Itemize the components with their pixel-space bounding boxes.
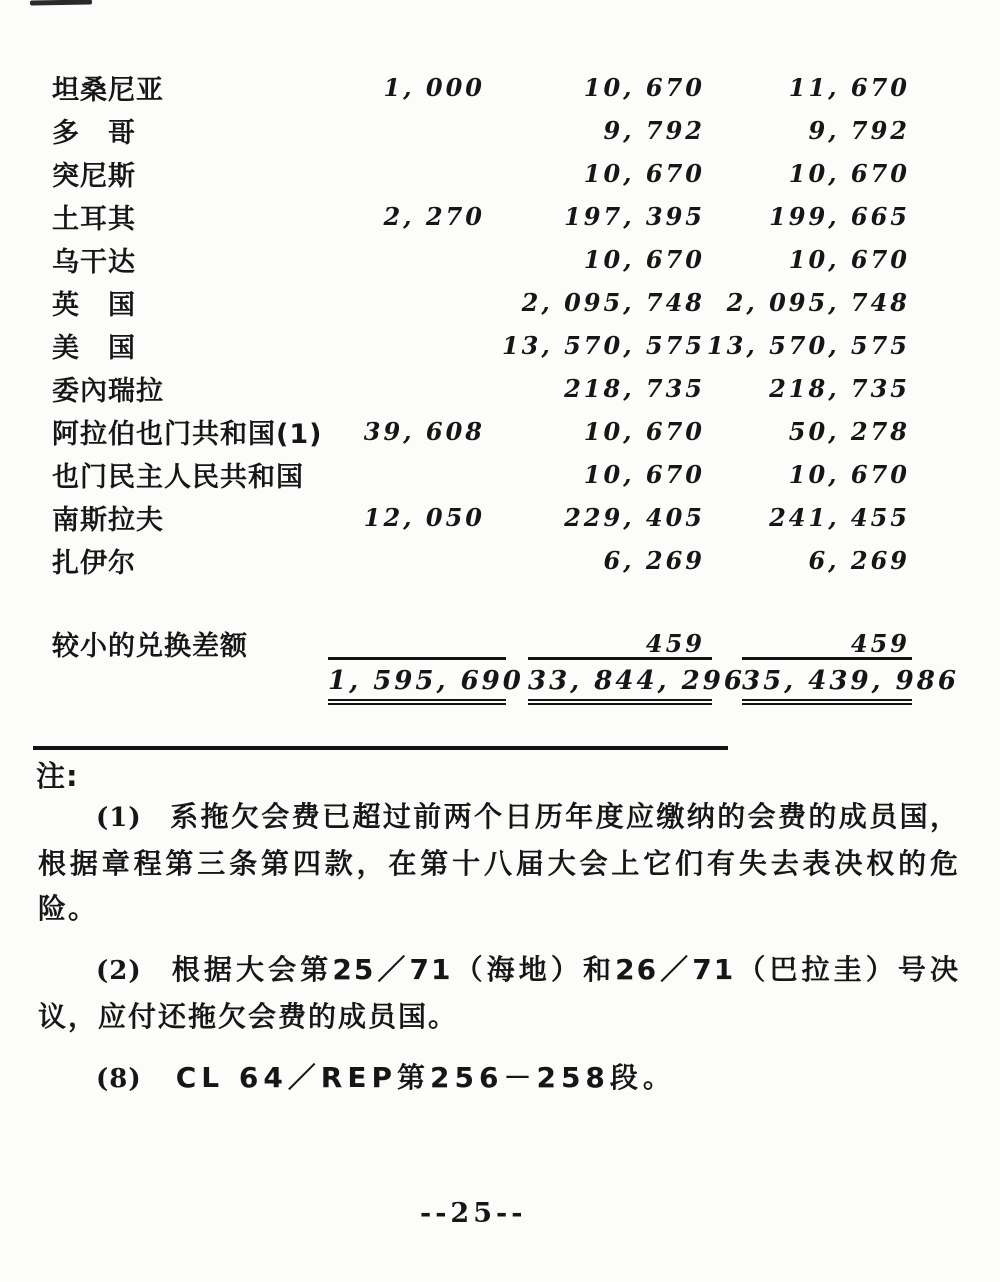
total-amount: 199, 665 [769, 202, 910, 231]
current-amount: 10, 670 [583, 417, 705, 446]
footnote-3-marker: (8) [96, 1064, 142, 1094]
table-row [0, 539, 1000, 582]
table-row [0, 496, 1000, 539]
current-amount: 10, 670 [583, 159, 705, 188]
grand-total-current [528, 657, 745, 705]
footnote-3 [38, 1055, 960, 1102]
notes-heading: 注: [36, 759, 79, 793]
total-amount: 6, 269 [808, 546, 910, 575]
total-amount: 13, 570, 575 [706, 331, 910, 360]
country-name: 乌干达 [52, 247, 136, 278]
total-amount: 2, 095, 748 [726, 288, 910, 317]
total-amount: 50, 278 [788, 417, 910, 446]
adjustment-label: 较小的兑换差额 [52, 631, 248, 662]
table-row [0, 453, 1000, 496]
total-amount: 241, 455 [769, 503, 910, 532]
total-amount: 10, 670 [788, 245, 910, 274]
current-amount: 9, 792 [603, 116, 705, 145]
adjustment-total-amount: 459 [850, 629, 910, 658]
arrears-amount: 39, 608 [363, 417, 485, 446]
table-row [0, 410, 1000, 453]
grand-total-arrears [328, 657, 524, 705]
country-name: 也门民主人民共和国 [52, 462, 304, 493]
notes-divider-rule [33, 746, 728, 750]
country-name: 坦桑尼亚 [52, 75, 164, 106]
total-amount: 9, 792 [808, 116, 910, 145]
table-row [0, 324, 1000, 367]
table-row [0, 195, 1000, 238]
page-number: --25-- [420, 1198, 527, 1229]
current-amount: 229, 405 [564, 503, 705, 532]
grand-total-current-value: 33, 844, 296 [528, 666, 745, 696]
current-amount: 13, 570, 575 [501, 331, 705, 360]
footnote-1 [38, 794, 960, 931]
footnote-2-marker: (2) [96, 956, 142, 986]
table-row [0, 238, 1000, 281]
arrears-amount: 12, 050 [363, 503, 485, 532]
country-name: 美 国 [52, 333, 136, 364]
country-name: 突尼斯 [52, 161, 136, 192]
total-amount: 218, 735 [769, 374, 910, 403]
table-row [0, 281, 1000, 324]
grand-total-overall-value: 35, 439, 986 [742, 666, 959, 696]
footnote-1-text: 系拖欠会费已超过前两个日历年度应缴纳的会费的成员国，根据章程第三条第四款，在第十八届大会上它们有失去表决权的危险。 [38, 800, 960, 925]
footnotes-section [0, 794, 1000, 1118]
footnote-2-text: 根据大会第25／71（海地）和26／71（巴拉圭）号决议，应付还拖欠会费的成员国。 [38, 953, 960, 1033]
table-row [0, 109, 1000, 152]
table-row [0, 367, 1000, 410]
footnote-1-marker: (1) [96, 803, 142, 833]
current-amount: 6, 269 [603, 546, 705, 575]
current-amount: 197, 395 [564, 202, 705, 231]
grand-total-arrears-value: 1, 595, 690 [328, 666, 524, 696]
contributions-table [0, 66, 1000, 582]
grand-total-overall [742, 657, 959, 705]
total-amount: 10, 670 [788, 460, 910, 489]
current-amount: 218, 735 [564, 374, 705, 403]
scan-artifact [30, 0, 92, 6]
country-name: 英 国 [52, 290, 136, 321]
country-name: 委內瑞拉 [52, 376, 164, 407]
footnote-2 [38, 947, 960, 1039]
current-amount: 10, 670 [583, 73, 705, 102]
total-amount: 11, 670 [788, 73, 910, 102]
country-name: 阿拉伯也门共和国(1) [52, 419, 323, 450]
current-amount: 10, 670 [583, 460, 705, 489]
country-name: 土耳其 [52, 204, 136, 235]
arrears-amount: 1, 000 [383, 73, 485, 102]
table-row [0, 152, 1000, 195]
country-name: 扎伊尔 [52, 548, 136, 579]
footnote-3-text: CL 64／REP第256－258段。 [175, 1061, 676, 1094]
current-amount: 10, 670 [583, 245, 705, 274]
adjustment-current-amount: 459 [645, 629, 705, 658]
total-amount: 10, 670 [788, 159, 910, 188]
arrears-amount: 2, 270 [383, 202, 485, 231]
country-name: 多 哥 [52, 118, 136, 149]
current-amount: 2, 095, 748 [521, 288, 705, 317]
table-row [0, 66, 1000, 109]
country-name: 南斯拉夫 [52, 505, 164, 536]
